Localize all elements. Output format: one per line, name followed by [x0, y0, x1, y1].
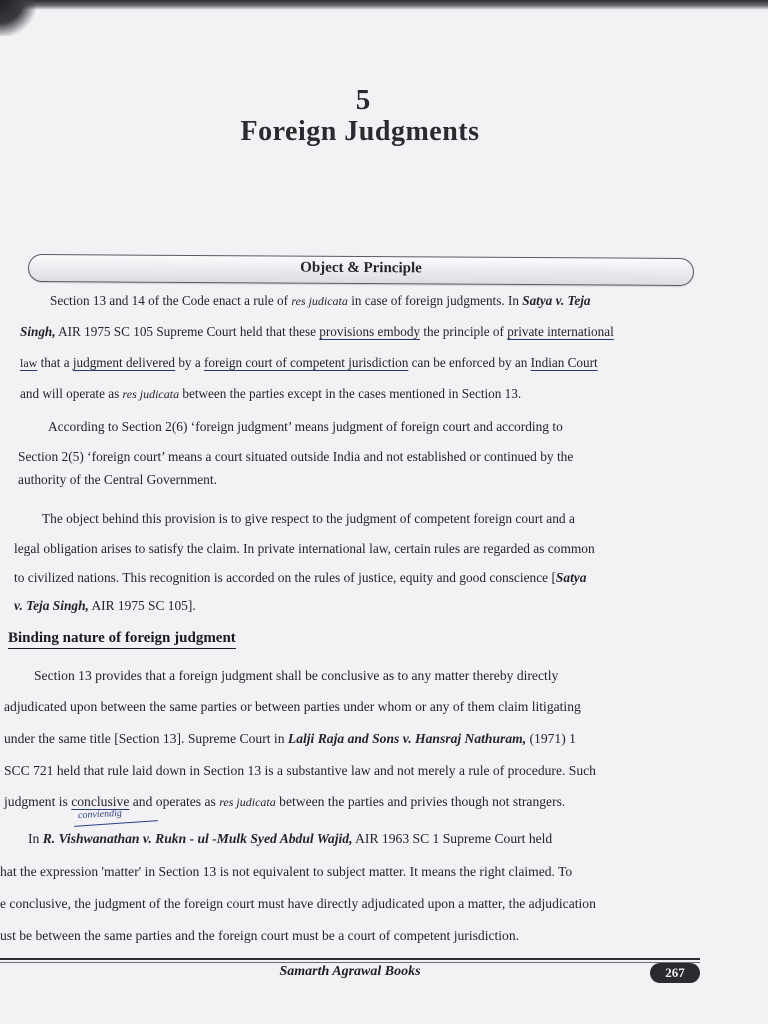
text-span: AIR 1963 SC 1 Supreme Court held	[352, 831, 553, 846]
case-name: Satya v. Teja	[522, 293, 591, 308]
underlined-text: conclusive	[71, 794, 130, 809]
para2-line2: Section 2(5) ‘foreign court’ means a court situated outside India and not established or continued by the	[18, 449, 574, 464]
text-span: judgment is	[4, 794, 72, 809]
text-span: can be enforced by an	[408, 355, 531, 370]
para4-line3	[4, 731, 576, 747]
text-span: to civilized nations. This recognition is accorded on the rules of justice, equity and good conscience [	[14, 570, 556, 585]
text-span: by a	[175, 355, 204, 370]
page-number-badge: 267	[650, 963, 700, 983]
text-span: In	[28, 831, 43, 846]
para3-line2: legal obligation arises to satisfy the claim. In private international law, certain rules are regarded as common	[14, 541, 595, 556]
underlined-text: Indian Court	[530, 355, 598, 370]
para1-line4	[20, 386, 521, 402]
page-corner-shadow	[0, 0, 36, 36]
para5-line2: hat the expression 'matter' in Section 13 is not equivalent to subject matter. It means the right claimed. To	[0, 864, 573, 879]
footer-rule	[0, 958, 700, 960]
section-banner	[28, 254, 694, 286]
para1-line3	[20, 355, 598, 371]
case-name: R. Vishwanathan v. Rukn - ul -Mulk Syed Abdul Wajid,	[42, 831, 353, 846]
text-span-italic: res judicata	[219, 795, 276, 809]
underlined-text: provisions embody	[319, 324, 421, 339]
text-span: AIR 1975 SC 105 Supreme Court held that these	[55, 324, 320, 339]
para4-line2: adjudicated upon between the same parties or between parties under whom or any of them claim litigating	[4, 699, 581, 714]
chapter-title: Foreign Judgments	[240, 116, 480, 147]
case-name: Lalji Raja and Sons v. Hansraj Nathuram,	[287, 731, 527, 746]
para4-line5	[4, 794, 565, 810]
para2-line3: authority of the Central Government.	[18, 472, 217, 487]
section-title: Object & Principle	[300, 259, 422, 277]
para5-line4: ust be between the same parties and the foreign court must be a court of competent jurisdiction.	[0, 928, 520, 943]
para5-line3: e conclusive, the judgment of the foreign court must have directly adjudicated upon a matter, the adjudication	[0, 896, 596, 911]
underlined-text: law	[20, 356, 38, 370]
page-top-shadow	[0, 0, 768, 10]
handwritten-stroke	[74, 820, 158, 827]
chapter-number: 5	[355, 84, 371, 116]
footer-publisher: Samarth Agrawal Books	[279, 964, 421, 979]
text-span-italic: res judicata	[122, 387, 180, 401]
text-span: and operates as	[129, 794, 220, 809]
para4-line1: Section 13 provides that a foreign judgment shall be conclusive as to any matter thereby directly	[34, 668, 559, 683]
case-name: v. Teja Singh,	[14, 598, 89, 613]
underlined-text: foreign court of competent jurisdiction	[203, 355, 409, 370]
case-name: Singh,	[20, 324, 56, 339]
para3-line3	[14, 570, 586, 586]
text-span-italic: res judicata	[291, 294, 348, 308]
text-span: AIR 1975 SC 105].	[88, 598, 196, 613]
text-span: that a	[37, 355, 73, 370]
case-name: Satya	[555, 570, 587, 585]
text-span: under the same title [Section 13]. Supreme Court in	[4, 731, 288, 746]
text-span: (1971) 1	[526, 731, 576, 746]
para4-line4: SCC 721 held that rule laid down in Section 13 is a substantive law and not merely a rule of procedure. Such	[4, 763, 596, 778]
text-span: in case of foreign judgments. In	[347, 293, 523, 308]
footer-rule-thin	[0, 962, 700, 963]
para3-line1: The object behind this provision is to give respect to the judgment of competent foreign court and a	[42, 511, 575, 526]
subheading-binding-nature: Binding nature of foreign judgment	[8, 630, 236, 649]
text-span: and will operate as	[20, 386, 123, 401]
para2-line1: According to Section 2(6) ‘foreign judgment’ means judgment of foreign court and according to	[48, 419, 563, 434]
text-span: the principle of	[420, 324, 508, 339]
handwritten-annotation: conviendig	[77, 807, 123, 822]
text-span: between the parties except in the cases mentioned in Section 13.	[179, 386, 522, 401]
underlined-text: judgment delivered	[72, 355, 176, 370]
text-span: Section 13 and 14 of the Code enact a rule of	[50, 293, 292, 308]
para1-line1	[50, 293, 590, 309]
text-span: between the parties and privies though not strangers.	[275, 794, 566, 809]
para5-line1	[28, 831, 552, 847]
para3-line4	[14, 598, 196, 614]
underlined-text: private international	[507, 324, 614, 339]
para1-line2	[20, 324, 614, 340]
